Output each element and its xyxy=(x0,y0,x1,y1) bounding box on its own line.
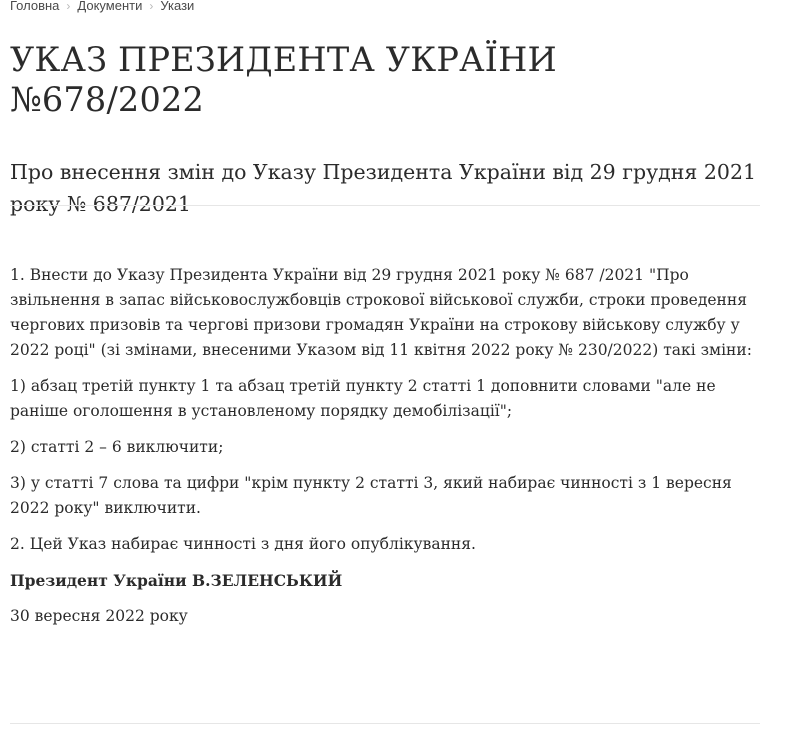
breadcrumb-decrees-link[interactable]: Укази xyxy=(160,0,195,13)
chevron-right-icon: › xyxy=(66,0,71,13)
document-date: 30 вересня 2022 року xyxy=(10,607,188,625)
paragraph-4: 3) у статті 7 слова та цифри "крім пункту 2 статті 3, який набирає чинності з 1 вересня 2022 року" виключити. xyxy=(10,474,732,517)
document-body xyxy=(10,263,760,640)
breadcrumb xyxy=(10,0,760,14)
signature: Президент України В.ЗЕЛЕНСЬКИЙ xyxy=(10,571,343,590)
page-title: УКАЗ ПРЕЗИДЕНТА УКРАЇНИ №678/2022 xyxy=(10,40,557,119)
paragraph-3: 2) статті 2 – 6 виключити; xyxy=(10,438,224,456)
bottom-divider xyxy=(10,723,760,724)
paragraph-2: 1) абзац третій пункту 1 та абзац третій пункту 2 статті 1 доповнити словами "але не раніше оголошення в установленому порядку демобілізації"; xyxy=(10,377,716,420)
document-subtitle: Про внесення змін до Указу Президента України від 29 грудня 2021 року № 687/2021 xyxy=(10,160,757,216)
paragraph-5: 2. Цей Указ набирає чинності з дня його опублікування. xyxy=(10,535,476,553)
chevron-right-icon: › xyxy=(149,0,154,13)
top-divider xyxy=(10,205,760,206)
document-page xyxy=(10,0,760,220)
paragraph-1: 1. Внести до Указу Президента України від 29 грудня 2021 року № 687 /2021 "Про звільнення в запас військовослужбовців строкової військової служби, строки проведення чергових призовів та чергові призови громадян України на строкову військову службу у 2022 році" (зі змінами, внесеними Указом від 11 квітня 2022 року № 230/2022) такі зміни: xyxy=(10,266,752,359)
breadcrumb-home-link[interactable]: Головна xyxy=(10,0,60,13)
breadcrumb-documents-link[interactable]: Документи xyxy=(77,0,143,13)
